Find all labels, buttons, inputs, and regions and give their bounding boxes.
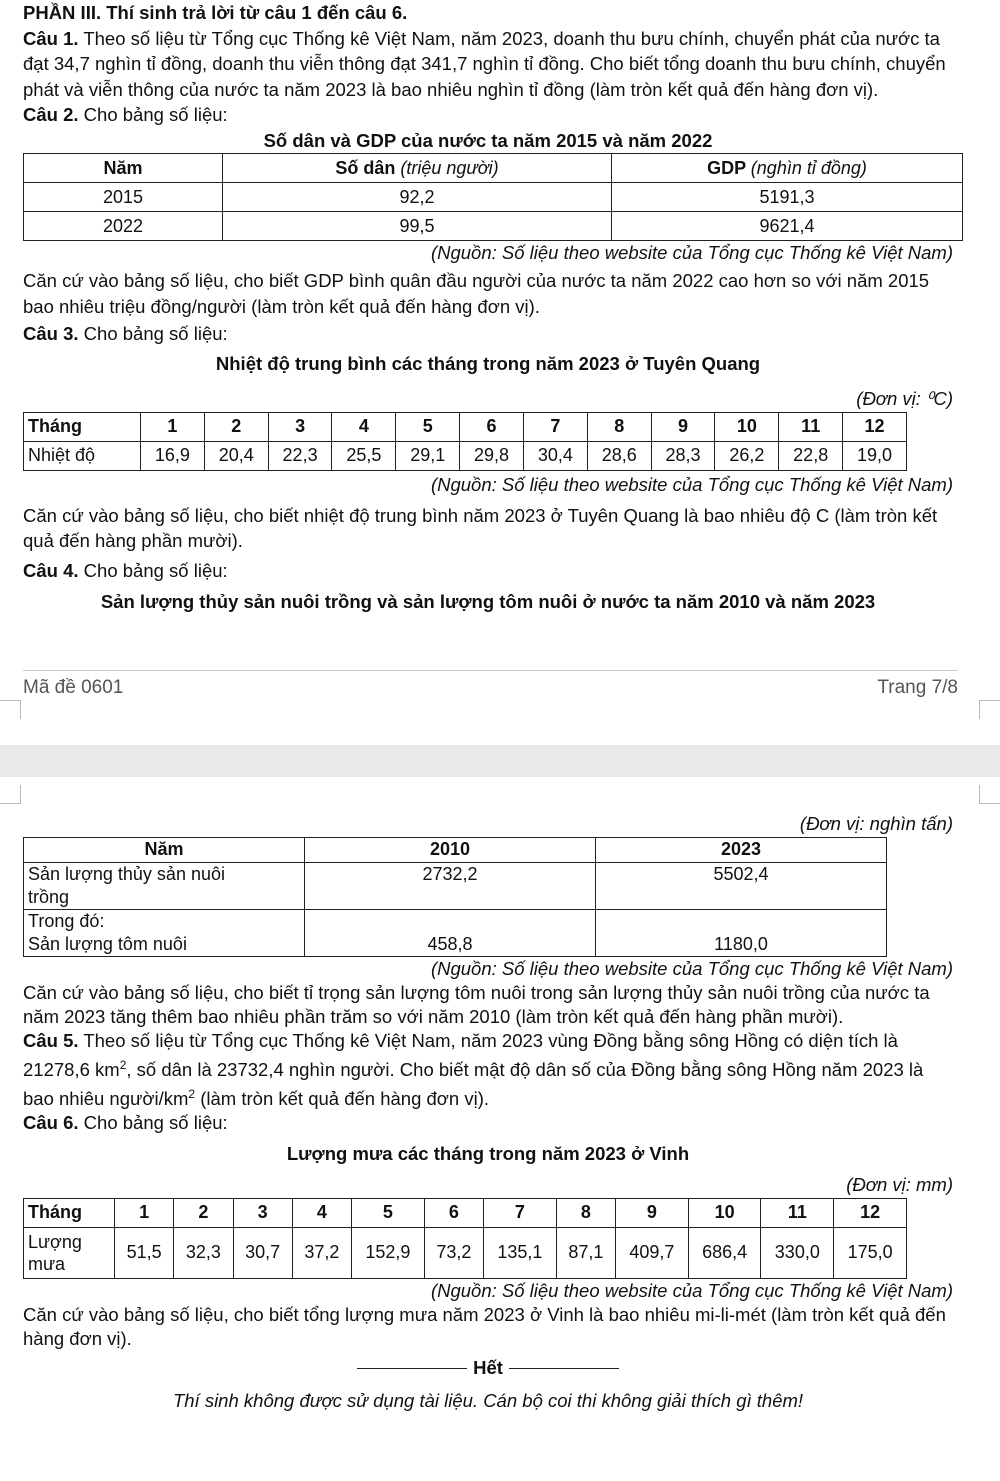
month-value: 51,5 [115, 1227, 174, 1278]
page-gap [0, 745, 1000, 777]
q6-month-row: Tháng 1 2 3 4 5 6 7 8 9 10 11 12 [24, 1198, 907, 1227]
crop-mark [0, 785, 21, 804]
table-header-row [24, 154, 963, 183]
q2-label: Câu 2. [23, 104, 79, 125]
month-value: 135,1 [484, 1227, 557, 1278]
month-value: 152,9 [352, 1227, 425, 1278]
q3-label: Câu 3. [23, 323, 79, 344]
month-value: 330,0 [761, 1227, 834, 1278]
month-header: 9 [651, 412, 715, 441]
month-value: 37,2 [292, 1227, 351, 1278]
q3-table [23, 412, 907, 471]
month-header: 12 [834, 1198, 907, 1227]
q2-header-population: Số dân (triệu người) [223, 154, 612, 183]
month-value: 22,8 [779, 441, 843, 470]
q2-table-title: Số dân và GDP của nước ta năm 2015 và năm 2022 [263, 129, 713, 151]
crop-mark [979, 785, 1000, 804]
month-header: 2 [204, 412, 268, 441]
month-value: 16,9 [141, 441, 205, 470]
month-header: 5 [396, 412, 460, 441]
q2-source: (Nguồn: Số liệu theo website của Tổng cục Thống kê Việt Nam) [430, 242, 953, 263]
month-header: 3 [268, 412, 332, 441]
exam-code: Mã đề 0601 [23, 677, 124, 698]
q3-source: (Nguồn: Số liệu theo website của Tổng cục Thống kê Việt Nam) [430, 473, 953, 495]
page-footer [23, 677, 958, 699]
q2-intro: Cho bảng số liệu: [78, 104, 228, 125]
q3-unit: (Đơn vị: ⁰C) [856, 388, 953, 409]
table-row: 2022 99,5 9621,4 [24, 212, 963, 241]
q1-text: Theo số liệu từ Tổng cục Thống kê Việt Nam, năm 2023, doanh thu bưu chính, chuyển phát của nước ta đạt 34,7 nghìn tỉ đồng, doanh thu viễn thông đạt 341,7 nghìn tỉ đồng. Cho biết tổng doanh thu bưu chính, chuyển phát và viễn thông của nước ta năm 2023 là bao nhiêu nghìn tỉ đồng (làm tròn kết quả đến hàng đơn vị). [23, 27, 946, 100]
q2-header-year: Năm [24, 154, 223, 183]
month-header: 5 [352, 1198, 425, 1227]
month-value: 19,0 [843, 441, 907, 470]
month-header: 11 [779, 412, 843, 441]
month-value: 28,6 [587, 441, 651, 470]
q3-intro: Cho bảng số liệu: [78, 323, 228, 344]
question-4-intro [23, 558, 953, 584]
page-8-content [23, 811, 953, 1414]
end-marker: Hết [23, 1355, 953, 1381]
crop-mark [0, 700, 21, 719]
q2-table [23, 153, 963, 241]
exam-page-7-continued [0, 777, 1000, 1481]
q4-question: Căn cứ vào bảng số liệu, cho biết tỉ trọng sản lượng tôm nuôi trong sản lượng thủy sản nuôi trồng của nước ta năm 2023 tăng thêm bao nhiêu phần trăm so với năm 2010 (làm tròn kết quả đến hàng phần mười). [23, 981, 930, 1027]
q6-table [23, 1198, 907, 1279]
month-value: 409,7 [616, 1227, 689, 1278]
q1-label: Câu 1. [23, 27, 79, 49]
month-value: 22,3 [268, 441, 332, 470]
month-header: 6 [460, 412, 524, 441]
q2-question: Căn cứ vào bảng số liệu, cho biết GDP bình quân đầu người của nước ta năm 2022 cao hơn so với năm 2015 bao nhiêu triệu đồng/người (làm tròn kết quả đến hàng đơn vị). [23, 270, 930, 317]
month-header: 7 [484, 1198, 557, 1227]
question-3-intro [23, 321, 953, 347]
footer-divider [23, 670, 958, 671]
month-value: 29,1 [396, 441, 460, 470]
q6-value-row: Lượng mưa 51,5 32,3 30,7 37,2 152,9 73,2 135,1 87,1 409,7 686,4 330,0 175,0 [24, 1227, 907, 1278]
month-header: 12 [843, 412, 907, 441]
q6-intro: Cho bảng số liệu: [78, 1111, 228, 1133]
question-2-intro [23, 102, 953, 128]
crop-mark [979, 700, 1000, 719]
month-value: 28,3 [651, 441, 715, 470]
month-header: 11 [761, 1198, 834, 1227]
table-header-row: Năm 2010 2023 [24, 837, 887, 862]
month-value: 30,7 [233, 1227, 292, 1278]
month-header: 10 [715, 412, 779, 441]
question-6-intro [23, 1111, 953, 1135]
closing-note: Thí sinh không được sử dụng tài liệu. Cán bộ coi thi không giải thích gì thêm! [172, 1390, 804, 1412]
month-header: 4 [292, 1198, 351, 1227]
month-value: 20,4 [204, 441, 268, 470]
page-7-content [23, 0, 953, 615]
q6-question: Căn cứ vào bảng số liệu, cho biết tổng lượng mưa năm 2023 ở Vinh là bao nhiêu mi-li-mét (làm tròn kết quả đến hàng đơn vị). [23, 1303, 946, 1349]
q6-source: (Nguồn: Số liệu theo website của Tổng cục Thống kê Việt Nam) [430, 1279, 953, 1301]
month-header: 1 [115, 1198, 174, 1227]
q6-unit: (Đơn vị: mm) [846, 1174, 953, 1196]
month-value: 30,4 [523, 441, 587, 470]
q4-intro: Cho bảng số liệu: [78, 559, 228, 581]
question-5: Câu 5. Theo số liệu từ Tổng cục Thống kê Việt Nam, năm 2023 vùng Đồng bằng sông Hồng có diện tích là 21278,6 $km^2$, số dân là 23732,4 nghìn người. Cho biết mật độ dân số của Đồng bằng sông Hồng năm 2023 là bao nhiêu người/$km^2$ (làm tròn kết quả đến hàng đơn vị). [23, 1029, 924, 1109]
q4-table [23, 837, 887, 957]
q4-unit: (Đơn vị: nghìn tấn) [799, 813, 953, 834]
month-header: 6 [424, 1198, 483, 1227]
month-header: 8 [556, 1198, 615, 1227]
table-row: Trong đó: Sản lượng tôm nuôi 458,8 1180,0 [24, 909, 887, 956]
page-number: Trang 7/8 [877, 677, 958, 698]
month-value: 175,0 [834, 1227, 907, 1278]
q3-month-row: Tháng 1 2 3 4 5 6 7 8 9 10 11 12 [24, 412, 907, 441]
month-header: 10 [688, 1198, 761, 1227]
month-header: 1 [141, 412, 205, 441]
table-row: Sản lượng thủy sản nuôi trồng 2732,2 5502,4 [24, 862, 887, 909]
month-header: 9 [616, 1198, 689, 1227]
month-header: 3 [233, 1198, 292, 1227]
month-header: 2 [174, 1198, 233, 1227]
q4-label: Câu 4. [23, 559, 79, 581]
q3-value-row: Nhiệt độ 16,9 20,4 22,3 25,5 29,1 29,8 30,4 28,6 28,3 26,2 22,8 19,0 [24, 441, 907, 470]
month-value: 25,5 [332, 441, 396, 470]
month-value: 32,3 [174, 1227, 233, 1278]
q2-header-gdp: GDP (nghìn tỉ đồng) [612, 154, 963, 183]
month-value: 73,2 [424, 1227, 483, 1278]
q6-label: Câu 6. [23, 1111, 79, 1133]
month-header: 4 [332, 412, 396, 441]
q6-table-title: Lượng mưa các tháng trong năm 2023 ở Vinh [286, 1142, 690, 1164]
q4-source: (Nguồn: Số liệu theo website của Tổng cục Thống kê Việt Nam) [430, 957, 953, 979]
month-value: 29,8 [460, 441, 524, 470]
month-value: 87,1 [556, 1227, 615, 1278]
question-1 [23, 26, 953, 103]
month-header: 7 [523, 412, 587, 441]
month-value: 26,2 [715, 441, 779, 470]
table-row: 2015 92,2 5191,3 [24, 183, 963, 212]
month-value: 686,4 [688, 1227, 761, 1278]
q3-question: Căn cứ vào bảng số liệu, cho biết nhiệt độ trung bình năm 2023 ở Tuyên Quang là bao nhiêu độ C (làm tròn kết quả đến hàng phần mười). [23, 504, 938, 551]
part-heading: PHẦN III. Thí sinh trả lời từ câu 1 đến câu 6. [23, 2, 408, 23]
q5-label: Câu 5. [23, 1029, 79, 1051]
q4-table-title: Sản lượng thủy sản nuôi trồng và sản lượng tôm nuôi ở nước ta năm 2010 và năm 2023 [100, 591, 876, 612]
q3-table-title: Nhiệt độ trung bình các tháng trong năm 2023 ở Tuyên Quang [215, 352, 761, 374]
month-header: 8 [587, 412, 651, 441]
